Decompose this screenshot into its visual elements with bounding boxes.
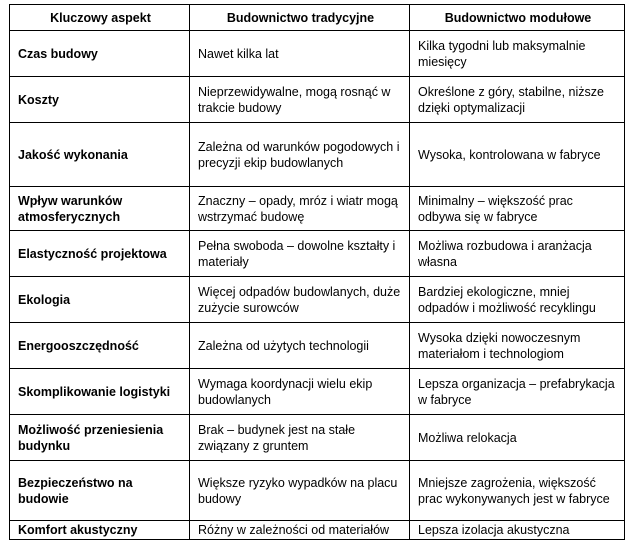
modular-cell: Możliwa rozbudowa i aranżacja własna [410,231,625,277]
modular-cell: Mniejsze zagrożenia, większość prac wykonywanych jest w fabryce [410,461,625,521]
traditional-cell: Większe ryzyko wypadków na placu budowy [190,461,410,521]
aspect-cell: Wpływ warunków atmosferycznych [10,187,190,231]
aspect-cell: Bezpieczeństwo na budowie [10,461,190,521]
table-row [10,323,625,369]
traditional-cell: Znaczny – opady, mróz i wiatr mogą wstrzymać budowę [190,187,410,231]
modular-cell: Określone z góry, stabilne, niższe dzięki optymalizacji [410,77,625,123]
table-row [10,31,625,77]
aspect-cell: Energooszczędność [10,323,190,369]
traditional-cell: Więcej odpadów budowlanych, duże zużycie surowców [190,277,410,323]
traditional-cell: Nieprzewidywalne, mogą rosnąć w trakcie budowy [190,77,410,123]
table-row [10,521,625,540]
traditional-cell: Zależna od użytych technologii [190,323,410,369]
header-traditional: Budownictwo tradycyjne [190,5,410,31]
header-modular: Budownictwo modułowe [410,5,625,31]
aspect-cell: Ekologia [10,277,190,323]
aspect-cell: Czas budowy [10,31,190,77]
table-row [10,77,625,123]
traditional-cell: Brak – budynek jest na stałe związany z gruntem [190,415,410,461]
table-row [10,461,625,521]
header-row [10,5,625,31]
comparison-table [9,4,625,540]
header-aspect: Kluczowy aspekt [10,5,190,31]
aspect-cell: Komfort akustyczny [10,521,190,540]
modular-cell: Wysoka, kontrolowana w fabryce [410,123,625,187]
modular-cell: Minimalny – większość prac odbywa się w fabryce [410,187,625,231]
aspect-cell: Możliwość przeniesienia budynku [10,415,190,461]
modular-cell: Możliwa relokacja [410,415,625,461]
table-row [10,231,625,277]
aspect-cell: Jakość wykonania [10,123,190,187]
table-row [10,123,625,187]
traditional-cell: Nawet kilka lat [190,31,410,77]
table-row [10,415,625,461]
modular-cell: Lepsza izolacja akustyczna [410,521,625,540]
aspect-cell: Skomplikowanie logistyki [10,369,190,415]
aspect-cell: Elastyczność projektowa [10,231,190,277]
traditional-cell: Różny w zależności od materiałów [190,521,410,540]
modular-cell: Lepsza organizacja – prefabrykacja w fabryce [410,369,625,415]
table-row [10,277,625,323]
aspect-cell: Koszty [10,77,190,123]
modular-cell: Bardziej ekologiczne, mniej odpadów i możliwość recyklingu [410,277,625,323]
modular-cell: Kilka tygodni lub maksymalnie miesięcy [410,31,625,77]
modular-cell: Wysoka dzięki nowoczesnym materiałom i technologiom [410,323,625,369]
table-row [10,187,625,231]
traditional-cell: Wymaga koordynacji wielu ekip budowlanych [190,369,410,415]
traditional-cell: Pełna swoboda – dowolne kształty i materiały [190,231,410,277]
table-row [10,369,625,415]
traditional-cell: Zależna od warunków pogodowych i precyzji ekip budowlanych [190,123,410,187]
